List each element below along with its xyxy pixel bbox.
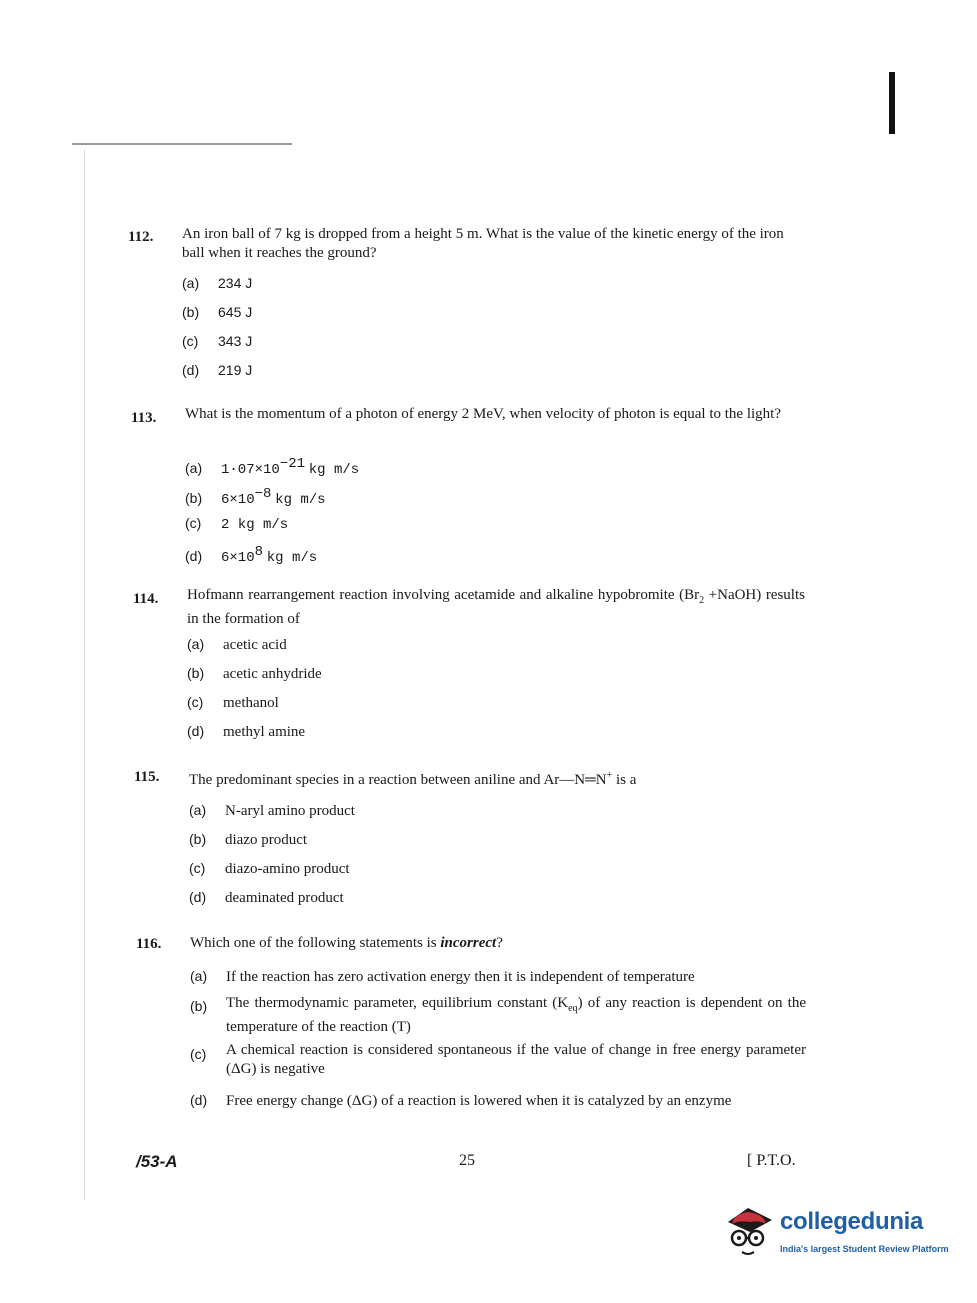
- paper-code: /53-A: [136, 1152, 178, 1171]
- question-stem: Which one of the following statements is incorrect?: [190, 935, 503, 951]
- question-stem: What is the momentum of a photon of energy 2 MeV, when velocity of photon is equal to the light?: [185, 406, 782, 422]
- option-d: (d) deaminated product: [189, 889, 344, 906]
- option-c: (c) 343 J: [182, 333, 253, 349]
- exam-page: 112. An iron ball of 7 kg is dropped from a height 5 m. What is the value of the kinetic energy of the iron ball when it reaches the ground? (a) 234 J (b) 645 J (c) 343 J (d) 219 J 113. What is the momentum of a photon of energy 2 MeV, when velocity of photon is equal to the light? (a) $1\cdot 07\times 10^{-21}$ kg m/s (b) $6\times 10^{-8}$ kg m/s (c) 2 kg m/s (d) $6\times 10^8$ kg m/s 114. Hofmann rearrangement reaction involving acetamide and alkaline hypobromite ($Br_2$ +NaOH) results in the formation of (a) acetic acid (b) acetic anhydride (c) methanol (d) methyl amine 115. The predominant species in a reaction between aniline and Ar—N═N+ is a (a) N-aryl amino product (b) diazo product (c) diazo-amino product (d) deaminated product 116. Which one of the following statements is incorrect? (a) If the reaction has zero activation energy then it is independent of temperature (b) The thermodynamic parameter, equilibrium constant $(K_{eq})$ of any reaction is dependent on the temperature of the reaction (T) (c) A chemical reaction is considered spontaneous if the value of change in free energy parameter (ΔG) is negative (d) Free energy change (ΔG) of a reaction is lowered when it is catalyzed by an enzyme /53-A 25 [ P.T.O. collegedunia India's largest Student Review Platform: [0, 0, 977, 1303]
- option-a: (a) 234 J: [182, 275, 253, 291]
- question-number: 116.: [136, 936, 162, 952]
- margin-line: [84, 150, 85, 1200]
- collegedunia-logo: [720, 1200, 950, 1266]
- page-number: 25: [459, 1152, 475, 1169]
- question-number: 115.: [134, 769, 160, 785]
- question-stem: An iron ball of 7 kg is dropped from a height 5 m. What is the value of the kinetic energy of the iron ball when it reaches the ground?: [182, 226, 784, 261]
- option-d: (d) methyl amine: [187, 723, 306, 740]
- top-rule: [72, 143, 292, 145]
- option-c: (c) methanol: [187, 694, 279, 711]
- option-d: (d) $6\times 10^8$ kg m/s: [185, 544, 318, 566]
- mascot-icon: [720, 1202, 776, 1258]
- brand-tagline: India's largest Student Review Platform: [780, 1244, 949, 1254]
- question-stem: Hofmann rearrangement reaction involving acetamide and alkaline hypobromite ($Br_2$ +NaOH) results in the formation of: [187, 587, 805, 627]
- question-stem: The predominant species in a reaction between aniline and Ar—N═N+ is a: [189, 770, 637, 788]
- option-d: (d) Free energy change (ΔG) of a reaction is lowered when it is catalyzed by an enzyme: [190, 1092, 732, 1109]
- option-b: (b) acetic anhydride: [187, 665, 322, 682]
- option-b: (b) $6\times 10^{-8}$ kg m/s: [185, 486, 326, 508]
- option-a: (a) $1\cdot 07\times 10^{-21}$ kg m/s: [185, 456, 360, 478]
- option-a: (a) acetic acid: [187, 636, 287, 653]
- brand-name: collegedunia: [780, 1208, 924, 1235]
- question-number: 112.: [128, 229, 154, 245]
- option-d: (d) 219 J: [182, 362, 253, 378]
- option-a: (a) If the reaction has zero activation energy then it is independent of temperature: [190, 968, 695, 985]
- pto-label: [ P.T.O.: [747, 1152, 796, 1169]
- option-b: (b) 645 J: [182, 304, 253, 320]
- option-c: (c) 2 kg m/s: [185, 515, 289, 533]
- option-b: (b) diazo product: [189, 831, 308, 848]
- question-number: 114.: [133, 591, 159, 607]
- option-a: (a) N-aryl amino product: [189, 802, 355, 819]
- vertical-bar-mark: [889, 72, 895, 134]
- question-number: 113.: [131, 410, 157, 426]
- option-c: (c) diazo-amino product: [189, 860, 350, 877]
